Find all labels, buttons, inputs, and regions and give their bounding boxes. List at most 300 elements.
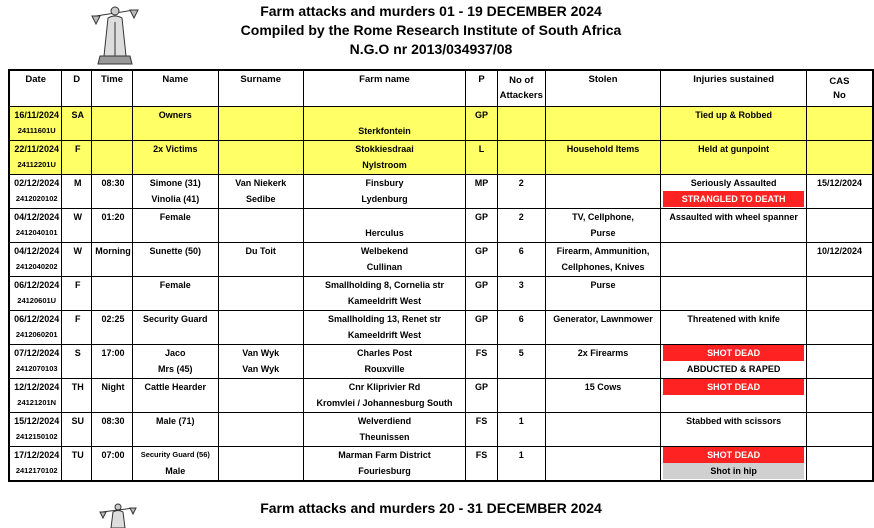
day-cell xyxy=(62,107,92,141)
day-cell xyxy=(62,311,92,345)
farm-cell-line2: Cullinan xyxy=(366,262,403,272)
stolen-cell-line2 xyxy=(546,293,661,309)
name-cell-line1: Sunette (50) xyxy=(149,246,202,256)
time-cell xyxy=(92,379,133,413)
col-province: P xyxy=(466,70,498,107)
date-cell xyxy=(9,447,62,482)
page-title: Farm attacks and murders 01 - 19 DECEMBER 2024 xyxy=(260,3,602,19)
surname-cell-line2 xyxy=(219,157,303,173)
name-cell-line1: Female xyxy=(159,280,191,290)
date-cell-line1: 06/12/2024 xyxy=(14,314,60,324)
date-cell xyxy=(9,345,62,379)
name-cell-line1: Owners xyxy=(158,110,192,120)
farm-cell-line1: Finsbury xyxy=(365,178,404,188)
attackers-cell-line1: 6 xyxy=(518,314,524,324)
surname-cell-line2: Van Wyk xyxy=(242,364,280,374)
province-cell-line1: GP xyxy=(474,110,488,120)
surname-cell-line1 xyxy=(219,209,303,225)
date-cell-line1: 02/12/2024 xyxy=(14,178,60,188)
name-cell xyxy=(132,413,218,447)
day-cell-line1: W xyxy=(73,246,82,256)
cas-cell-line1 xyxy=(807,345,872,361)
surname-cell-line1: Van Wyk xyxy=(242,348,280,358)
farm-cell xyxy=(303,243,465,277)
cas-cell-line1: 15/12/2024 xyxy=(816,178,862,188)
date-cell-line2: 2412170102 xyxy=(15,466,58,475)
name-cell-line2 xyxy=(133,429,218,445)
time-cell-line1: 02:25 xyxy=(101,314,125,324)
injuries-cell-line2 xyxy=(661,395,806,411)
stolen-cell xyxy=(545,311,661,345)
province-cell-line1: MP xyxy=(474,178,489,188)
attackers-cell-line1: 5 xyxy=(518,348,524,358)
farm-cell-line2: Theunissen xyxy=(359,432,410,442)
table-header xyxy=(9,70,873,107)
surname-cell xyxy=(218,209,303,243)
day-cell xyxy=(62,243,92,277)
time-cell-line1 xyxy=(92,107,132,123)
name-cell-line2 xyxy=(133,123,218,139)
province-cell-line1: L xyxy=(478,144,485,154)
name-cell-line2 xyxy=(133,395,218,411)
farm-cell-line1: Charles Post xyxy=(356,348,413,358)
stolen-cell-line1: 2x Firearms xyxy=(577,348,629,358)
surname-cell-line2 xyxy=(219,327,303,343)
surname-cell-line1: Van Niekerk xyxy=(235,178,287,188)
time-cell xyxy=(92,447,133,482)
date-cell xyxy=(9,209,62,243)
surname-cell-line1 xyxy=(219,413,303,429)
attackers-cell-line1: 6 xyxy=(518,246,524,256)
table-row xyxy=(9,107,873,141)
cas-cell xyxy=(806,413,873,447)
time-cell-line1 xyxy=(92,141,132,157)
col-time: Time xyxy=(92,70,133,107)
time-cell-line1: 17:00 xyxy=(101,348,125,358)
attackers-cell xyxy=(497,311,545,345)
stolen-cell-line1: Generator, Lawnmower xyxy=(553,314,653,324)
farm-cell-line1 xyxy=(304,209,465,225)
table-row xyxy=(9,447,873,482)
col-attackers xyxy=(497,70,545,107)
injuries-cell-line1 xyxy=(661,243,806,259)
date-cell-line2: 24111601U xyxy=(17,126,56,135)
date-cell-line1: 16/11/2024 xyxy=(14,110,59,120)
attackers-cell-line1: 2 xyxy=(518,212,524,222)
farm-cell xyxy=(303,175,465,209)
attackers-cell xyxy=(497,345,545,379)
injuries-cell-line2: STRANGLED TO DEATH xyxy=(663,191,804,207)
stolen-cell-line2: Purse xyxy=(590,228,616,238)
injuries-cell-line2 xyxy=(661,157,806,173)
province-cell-line1: FS xyxy=(475,416,488,426)
province-cell xyxy=(466,243,498,277)
attacks-table xyxy=(8,69,874,482)
day-cell-line1: W xyxy=(73,212,82,222)
surname-cell-line1 xyxy=(219,107,303,123)
date-cell-line2: 2412150102 xyxy=(15,432,58,441)
stolen-cell-line1 xyxy=(546,447,661,463)
stolen-cell-line2: Cellphones, Knives xyxy=(561,262,645,272)
stolen-cell xyxy=(545,345,661,379)
attackers-cell xyxy=(497,209,545,243)
injuries-cell-line1: SHOT DEAD xyxy=(663,447,804,463)
day-cell xyxy=(62,175,92,209)
province-cell-line1: FS xyxy=(475,450,488,460)
cas-cell-line1 xyxy=(807,413,872,429)
time-cell-line1: 08:30 xyxy=(101,178,125,188)
surname-cell xyxy=(218,243,303,277)
stolen-cell-line1: Firearm, Ammunition, xyxy=(556,246,650,256)
day-cell-line1: S xyxy=(74,348,81,358)
name-cell-line1: Jaco xyxy=(165,348,186,358)
cas-cell xyxy=(806,277,873,311)
province-cell xyxy=(466,209,498,243)
stolen-cell-line2 xyxy=(546,463,661,479)
date-cell-line2: 2412040101 xyxy=(15,228,58,237)
province-cell xyxy=(466,311,498,345)
injuries-cell xyxy=(661,277,807,311)
surname-cell xyxy=(218,447,303,482)
surname-cell-line1 xyxy=(219,277,303,293)
injuries-cell xyxy=(661,379,807,413)
name-cell-line2 xyxy=(133,225,218,241)
date-cell-line1: 04/12/2024 xyxy=(14,212,60,222)
farm-cell-line1: Welverdiend xyxy=(357,416,412,426)
injuries-cell-line1: Threatened with knife xyxy=(687,314,780,324)
cas-cell-line1 xyxy=(807,107,872,123)
surname-cell-line1 xyxy=(219,379,303,395)
province-cell xyxy=(466,175,498,209)
attackers-cell xyxy=(497,175,545,209)
attackers-cell xyxy=(497,277,545,311)
date-cell xyxy=(9,311,62,345)
attackers-cell-line1 xyxy=(498,141,545,157)
name-cell xyxy=(132,175,218,209)
date-cell xyxy=(9,107,62,141)
surname-cell-line1 xyxy=(219,141,303,157)
date-cell xyxy=(9,243,62,277)
col-stolen: Stolen xyxy=(545,70,661,107)
name-cell-line2 xyxy=(133,157,218,173)
injuries-cell xyxy=(661,345,807,379)
attackers-cell xyxy=(497,447,545,482)
time-cell xyxy=(92,209,133,243)
date-cell-line2: 2412020102 xyxy=(15,194,58,203)
time-cell xyxy=(92,277,133,311)
col-cas-1: CAS xyxy=(829,76,850,87)
province-cell-line1: GP xyxy=(474,382,488,392)
time-cell xyxy=(92,107,133,141)
injuries-cell-line1 xyxy=(661,277,806,293)
cas-cell xyxy=(806,311,873,345)
date-cell-line2: 24121201N xyxy=(17,398,57,407)
name-cell xyxy=(132,447,218,482)
col-attackers-1: No of xyxy=(509,75,534,86)
injuries-cell-line1: Assaulted with wheel spanner xyxy=(669,212,798,222)
cas-cell xyxy=(806,447,873,482)
farm-cell xyxy=(303,311,465,345)
injuries-cell-line1: SHOT DEAD xyxy=(663,345,804,361)
province-cell xyxy=(466,447,498,482)
date-cell xyxy=(9,175,62,209)
col-date: Date xyxy=(9,70,62,107)
time-cell-line1: Night xyxy=(101,382,125,392)
name-cell xyxy=(132,141,218,175)
province-cell xyxy=(466,107,498,141)
injuries-cell-line1: Seriously Assaulted xyxy=(690,178,777,188)
name-cell xyxy=(132,311,218,345)
date-cell-line1: 07/12/2024 xyxy=(14,348,60,358)
province-cell-line1: GP xyxy=(474,280,488,290)
stolen-cell-line1 xyxy=(546,413,661,429)
stolen-cell xyxy=(545,447,661,482)
province-cell xyxy=(466,379,498,413)
name-cell xyxy=(132,243,218,277)
injuries-cell xyxy=(661,413,807,447)
farm-cell xyxy=(303,345,465,379)
day-cell xyxy=(62,413,92,447)
surname-cell-line2 xyxy=(219,293,303,309)
stolen-cell xyxy=(545,107,661,141)
surname-cell-line2 xyxy=(219,259,303,275)
injuries-cell-line2 xyxy=(661,123,806,139)
surname-cell-line1 xyxy=(219,311,303,327)
name-cell-line2 xyxy=(133,293,218,309)
cas-cell-line1 xyxy=(807,209,872,225)
surname-cell-line2 xyxy=(219,225,303,241)
cas-cell-line1 xyxy=(807,379,872,395)
cas-cell xyxy=(806,209,873,243)
name-cell-line1: Simone (31) xyxy=(149,178,201,188)
day-cell-line1: F xyxy=(74,144,81,154)
name-cell-line1: Female xyxy=(159,212,191,222)
date-cell-line1: 04/12/2024 xyxy=(14,246,60,256)
surname-cell xyxy=(218,345,303,379)
date-cell-line2: 2412060201 xyxy=(15,330,58,339)
date-cell-line2: 2412040202 xyxy=(15,262,58,271)
farm-cell-line1: Marman Farm District xyxy=(338,450,431,460)
time-cell-line1 xyxy=(92,277,132,293)
cas-cell xyxy=(806,141,873,175)
date-cell xyxy=(9,379,62,413)
time-cell-line1: 08:30 xyxy=(101,416,125,426)
stolen-cell-line2 xyxy=(546,429,661,445)
surname-cell-line2 xyxy=(219,395,303,411)
time-cell-line1: Morning xyxy=(95,246,131,256)
date-cell-line2: 24112201U xyxy=(17,160,56,169)
date-cell xyxy=(9,413,62,447)
stolen-cell-line2 xyxy=(546,395,661,411)
injuries-cell xyxy=(661,175,807,209)
stolen-cell-line1 xyxy=(546,107,661,123)
surname-cell xyxy=(218,311,303,345)
province-cell xyxy=(466,141,498,175)
cas-cell-line1 xyxy=(807,277,872,293)
name-cell-line2: Mrs (45) xyxy=(158,364,193,374)
cas-cell xyxy=(806,107,873,141)
stolen-cell-line2 xyxy=(546,327,661,343)
stolen-cell xyxy=(545,209,661,243)
day-cell-line1: M xyxy=(73,178,82,188)
attackers-cell xyxy=(497,107,545,141)
injuries-cell-line2: Shot in hip xyxy=(663,463,804,479)
surname-cell-line2: Sedibe xyxy=(245,194,276,204)
day-cell xyxy=(62,141,92,175)
table-row xyxy=(9,311,873,345)
time-cell xyxy=(92,413,133,447)
province-cell-line1: FS xyxy=(475,348,488,358)
time-cell xyxy=(92,311,133,345)
cas-cell-line1 xyxy=(807,141,872,157)
name-cell-line2: Male xyxy=(165,466,186,476)
date-cell-line2: 24120601U xyxy=(17,296,57,305)
cas-cell xyxy=(806,345,873,379)
farm-cell xyxy=(303,141,465,175)
name-cell-line2 xyxy=(133,259,218,275)
surname-cell xyxy=(218,277,303,311)
province-cell-line1: GP xyxy=(474,246,488,256)
name-cell xyxy=(132,107,218,141)
surname-cell xyxy=(218,141,303,175)
farm-cell-line1: Welbekend xyxy=(360,246,409,256)
injuries-cell-line2: ABDUCTED & RAPED xyxy=(686,364,781,374)
col-cas xyxy=(806,70,873,107)
time-cell xyxy=(92,175,133,209)
day-cell-line1: F xyxy=(74,314,81,324)
injuries-cell-line2 xyxy=(661,225,806,241)
injuries-cell-line2 xyxy=(661,293,806,309)
injuries-cell-line1: Held at gunpoint xyxy=(698,144,770,154)
attackers-cell-line1: 2 xyxy=(518,178,524,188)
surname-cell xyxy=(218,413,303,447)
province-cell-line1: GP xyxy=(474,212,488,222)
day-cell xyxy=(62,447,92,482)
name-cell xyxy=(132,277,218,311)
attackers-cell xyxy=(497,379,545,413)
day-cell xyxy=(62,345,92,379)
surname-cell-line2 xyxy=(219,463,303,479)
date-cell-line2: 2412070103 xyxy=(15,364,58,373)
surname-cell xyxy=(218,107,303,141)
cas-cell-line1 xyxy=(807,447,872,463)
col-surname: Surname xyxy=(218,70,303,107)
farm-cell xyxy=(303,107,465,141)
attackers-cell xyxy=(497,243,545,277)
farm-cell-line2: Kameeldrift West xyxy=(347,330,422,340)
farm-cell xyxy=(303,379,465,413)
col-day: D xyxy=(62,70,92,107)
name-cell-line2: Vinolia (41) xyxy=(151,194,200,204)
farm-cell-line2: Kromvlei / Johannesburg South xyxy=(316,398,453,408)
time-cell-line1: 07:00 xyxy=(101,450,125,460)
cas-cell-line1 xyxy=(807,311,872,327)
farm-cell-line1 xyxy=(304,107,465,123)
attackers-cell-line1 xyxy=(498,107,545,123)
date-cell-line1: 15/12/2024 xyxy=(14,416,60,426)
farm-cell-line1: Smallholding 13, Renet str xyxy=(327,314,442,324)
province-cell-line1: GP xyxy=(474,314,488,324)
date-cell xyxy=(9,141,62,175)
name-cell xyxy=(132,379,218,413)
stolen-cell-line1: Household Items xyxy=(566,144,640,154)
table-row xyxy=(9,175,873,209)
name-cell-line1: Security Guard (56) xyxy=(140,450,210,459)
attackers-cell xyxy=(497,141,545,175)
name-cell-line1: 2x Victims xyxy=(153,144,198,154)
day-cell-line1: SA xyxy=(71,110,84,120)
injuries-cell-line1: SHOT DEAD xyxy=(663,379,804,395)
surname-cell-line1: Du Toit xyxy=(245,246,276,256)
farm-cell-line2: Nylstroom xyxy=(362,160,407,170)
col-injuries: Injuries sustained xyxy=(661,70,807,107)
col-attackers-2: Attackers xyxy=(499,90,543,101)
day-cell-line1: TH xyxy=(71,382,84,392)
cas-cell xyxy=(806,175,873,209)
table-row xyxy=(9,141,873,175)
attackers-cell-line1: 3 xyxy=(518,280,524,290)
name-cell xyxy=(132,209,218,243)
cas-cell-line1: 10/12/2024 xyxy=(816,246,862,256)
cas-cell xyxy=(806,379,873,413)
surname-cell xyxy=(218,379,303,413)
injuries-cell xyxy=(661,107,807,141)
name-cell-line1: Security Guard xyxy=(143,314,208,324)
farm-cell-line2: Sterkfontein xyxy=(358,126,411,136)
day-cell xyxy=(62,379,92,413)
injuries-cell-line1: Tied up & Robbed xyxy=(695,110,773,120)
surname-cell-line1 xyxy=(219,447,303,463)
injuries-cell-line2 xyxy=(661,429,806,445)
stolen-cell-line2 xyxy=(546,191,661,207)
name-cell-line1: Cattle Hearder xyxy=(144,382,207,392)
province-cell xyxy=(466,413,498,447)
attackers-cell-line1: 1 xyxy=(518,416,524,426)
ngo-number: N.G.O nr 2013/034937/08 xyxy=(349,41,513,57)
stolen-cell-line2 xyxy=(546,123,661,139)
injuries-cell xyxy=(661,209,807,243)
col-name: Name xyxy=(132,70,218,107)
farm-cell-line2: Rouxville xyxy=(364,364,405,374)
day-cell-line1: TU xyxy=(71,450,84,460)
injuries-cell-line1: Stabbed with scissors xyxy=(686,416,782,426)
cas-cell xyxy=(806,243,873,277)
province-cell xyxy=(466,345,498,379)
day-cell xyxy=(62,209,92,243)
date-cell xyxy=(9,277,62,311)
date-cell-line1: 17/12/2024 xyxy=(14,450,60,460)
time-cell xyxy=(92,243,133,277)
stolen-cell-line1 xyxy=(546,175,661,191)
day-cell xyxy=(62,277,92,311)
farm-cell-line2: Fouriesburg xyxy=(358,466,411,476)
compiled-by: Compiled by the Rome Research Institute of South Africa xyxy=(240,22,622,38)
farm-cell xyxy=(303,277,465,311)
surname-cell-line2 xyxy=(219,123,303,139)
stolen-cell-line2 xyxy=(546,157,661,173)
farm-cell-line1: Cnr Kliprivier Rd xyxy=(348,382,421,392)
table-row xyxy=(9,277,873,311)
next-section-title: Farm attacks and murders 20 - 31 DECEMBER 2024 xyxy=(260,500,602,516)
date-cell-line1: 06/12/2024 xyxy=(14,280,60,290)
injuries-cell xyxy=(661,311,807,345)
stolen-cell-line1: TV, Cellphone, xyxy=(572,212,634,222)
injuries-cell xyxy=(661,243,807,277)
table-row xyxy=(9,379,873,413)
col-cas-2: No xyxy=(833,90,846,101)
col-farm: Farm name xyxy=(303,70,465,107)
table-row xyxy=(9,209,873,243)
